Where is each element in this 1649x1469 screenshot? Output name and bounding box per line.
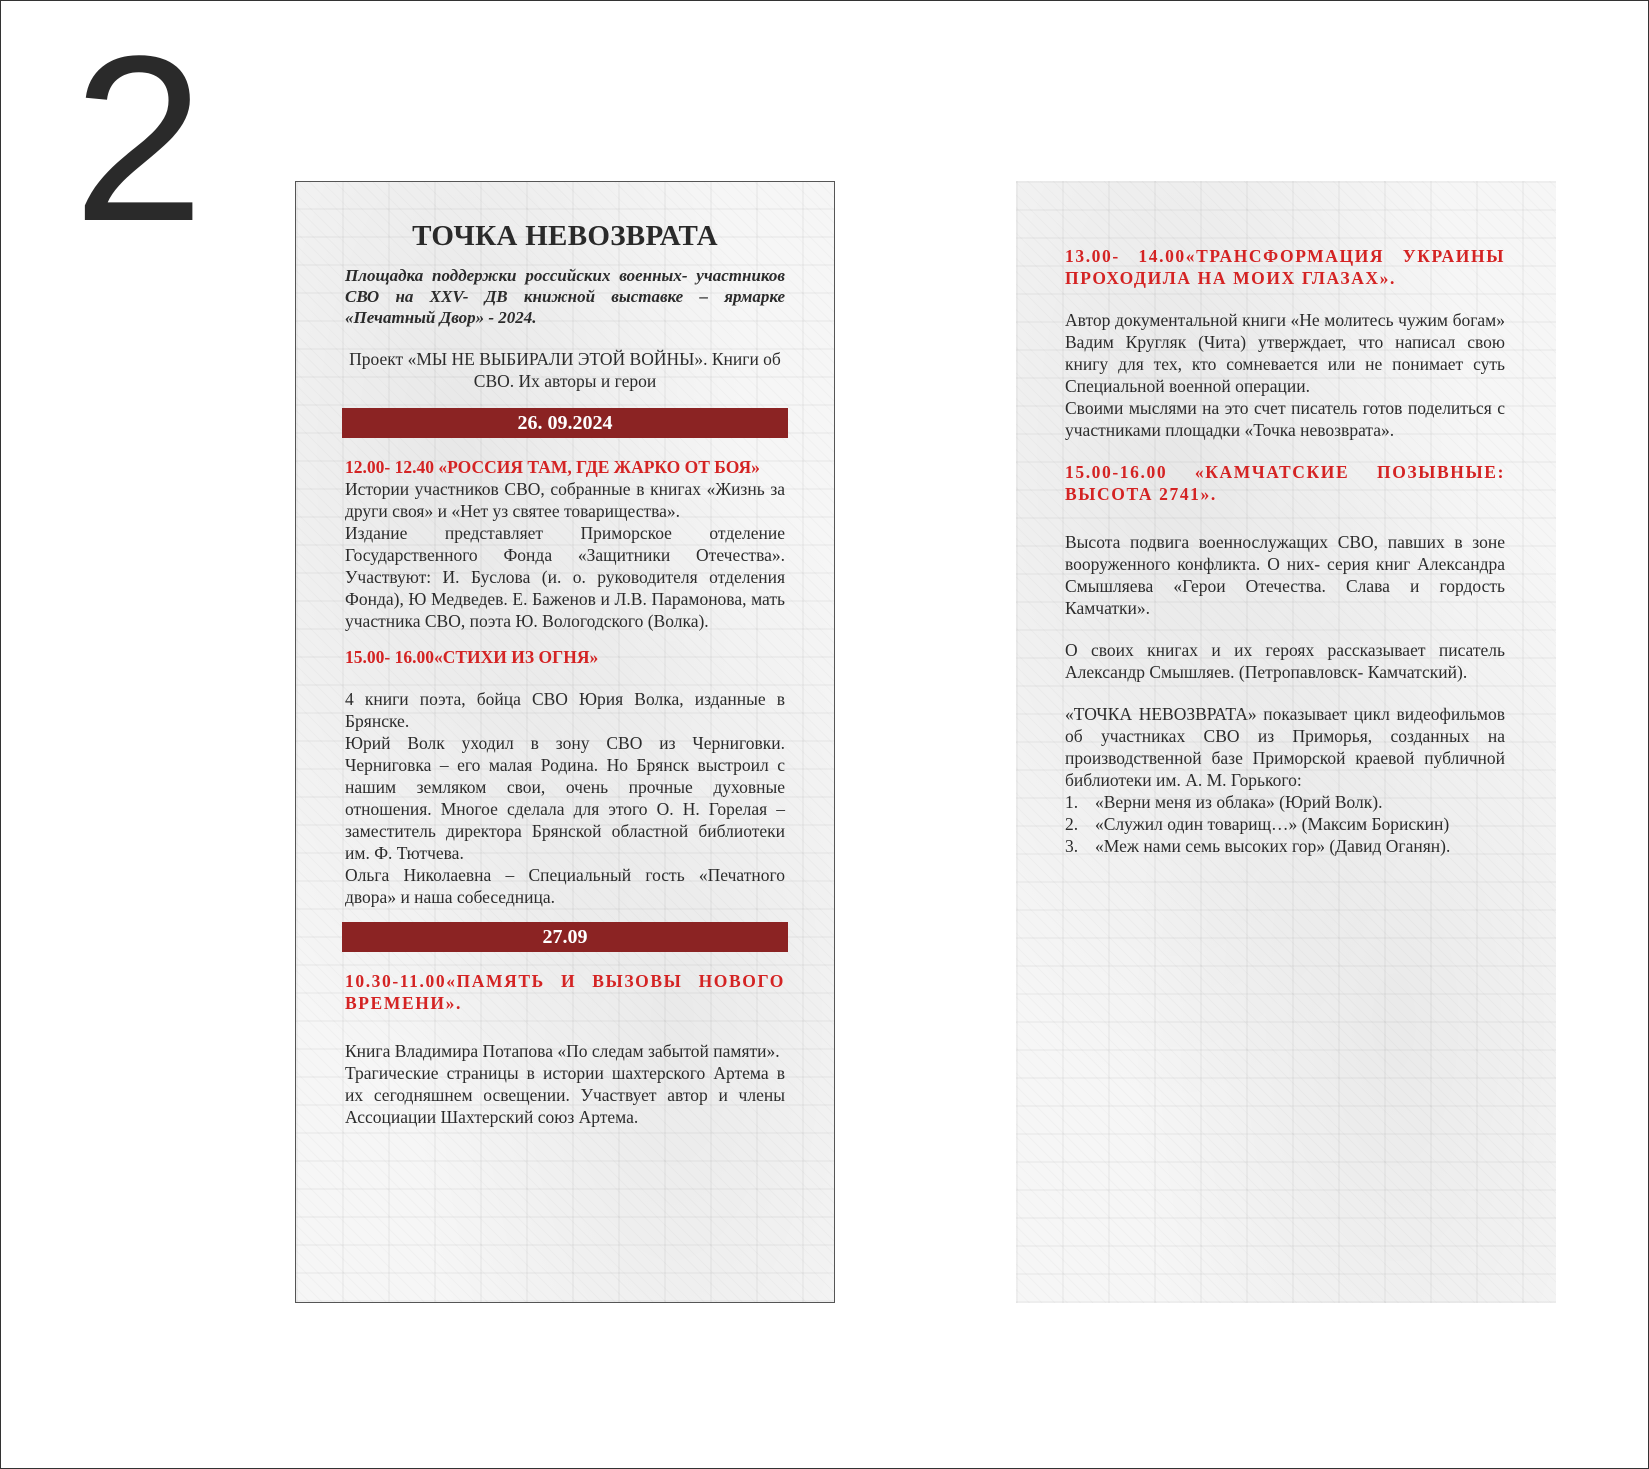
event-5-title: 15.00-16.00 «КАМЧАТСКИЕ ПОЗЫВНЫЕ: ВЫСОТА 2741». bbox=[1065, 462, 1505, 504]
date-bar-2: 27.09 bbox=[342, 922, 788, 952]
subtitle: Площадка поддержки российских военных- участников СВО на XXV- ДВ книжной выставке – ярмарке «Печатный Двор» - 2024. bbox=[345, 266, 785, 327]
event-2-text-2: Юрий Волк уходил в зону СВО из Черниговки. Черниговка – его малая Родина. Но Брянск выстроил с нашим земляком свои, очень прочные духовные отношения. Многое сделала для этого О. Н. Горелая – заместитель директора Брянской областной библиотеки им. Ф. Тютчева. bbox=[345, 733, 785, 863]
project-line: Проект «МЫ НЕ ВЫБИРАЛИ ЭТОЙ ВОЙНЫ». Книги об СВО. Их авторы и герои bbox=[349, 349, 781, 391]
event-1-text-1: Истории участников СВО, собранные в книгах «Жизнь за други своя» и «Нет уз святее товарищества». bbox=[345, 479, 785, 521]
list-item-text: «Служил один товарищ…» (Максим Борискин) bbox=[1095, 814, 1450, 834]
list-item bbox=[1065, 835, 1505, 857]
left-content bbox=[345, 220, 785, 1128]
list-item-number: 1. bbox=[1065, 792, 1079, 812]
event-2-title: 15.00- 16.00«СТИХИ ИЗ ОГНЯ» bbox=[345, 647, 599, 667]
list-item bbox=[1065, 791, 1505, 813]
list-item-text: «Меж нами семь высоких гор» (Давид Оганян). bbox=[1095, 836, 1451, 856]
event-2-text-3: Ольга Николаевна – Специальный гость «Печатного двора» и наша собеседница. bbox=[345, 865, 785, 907]
films-intro: «ТОЧКА НЕВОЗВРАТА» показывает цикл видеофильмов об участниках СВО из Приморья, созданных на производственной базе Приморской краевой публичной библиотеки им. А. М. Горького: bbox=[1065, 704, 1505, 790]
event-5-text-2: О своих книгах и их героях рассказывает писатель Александр Смышляев. (Петропавловск- Камчатский). bbox=[1065, 640, 1505, 682]
event-4-text-2: Своими мыслями на это счет писатель готов поделиться с участниками площадки «Точка невозврата». bbox=[1065, 398, 1505, 440]
document-title: ТОЧКА НЕВОЗВРАТА bbox=[412, 220, 718, 252]
event-3-text-1: Книга Владимира Потапова «По следам забытой памяти». bbox=[345, 1041, 780, 1061]
event-1-text-2: Издание представляет Приморское отделение Государственного Фонда «Защитники Отечества». Участвуют: И. Буслова (и. о. руководителя отделения Фонда), Ю Медведев. Е. Баженов и Л.В. Парамонова, мать участника СВО, поэта Ю. Вологодского (Волка). bbox=[345, 523, 785, 631]
right-panel bbox=[1016, 181, 1556, 1303]
event-3-title: 10.30-11.00«ПАМЯТЬ И ВЫЗОВЫ НОВОГО ВРЕМЕНИ». bbox=[345, 971, 785, 1013]
list-item bbox=[1065, 813, 1505, 835]
page-number: 2 bbox=[73, 7, 205, 271]
date-bar-1: 26. 09.2024 bbox=[342, 408, 788, 438]
right-content bbox=[1065, 245, 1505, 857]
event-5-text-1: Высота подвига военнослужащих СВО, павших в зоне вооруженного конфликта. О них- серия книг Александра Смышляева «Герои Отечества. Слава и гордость Камчатки». bbox=[1065, 532, 1505, 618]
films-list bbox=[1065, 791, 1505, 857]
event-3-text-2: Трагические страницы в истории шахтерского Артема в их сегодняшнем освещении. Участвует автор и члены Ассоциации Шахтерский союз Артема. bbox=[345, 1063, 785, 1127]
list-item-number: 2. bbox=[1065, 814, 1079, 834]
list-item-text: «Верни меня из облака» (Юрий Волк). bbox=[1095, 792, 1383, 812]
event-1-title: 12.00- 12.40 «РОССИЯ ТАМ, ГДЕ ЖАРКО ОТ БОЯ» bbox=[345, 457, 760, 477]
event-4-title: 13.00- 14.00«ТРАНСФОРМАЦИЯ УКРАИНЫ ПРОХОДИЛА НА МОИХ ГЛАЗАХ». bbox=[1065, 246, 1505, 288]
event-4-text-1: Автор документальной книги «Не молитесь чужим богам» Вадим Кругляк (Чита) утверждает, что написал свою книгу для тех, кто сомневается или не понимает суть Специальной военной операции. bbox=[1065, 310, 1505, 396]
list-item-number: 3. bbox=[1065, 836, 1079, 856]
event-2-text-1: 4 книги поэта, бойца СВО Юрия Волка, изданные в Брянске. bbox=[345, 689, 785, 731]
left-panel bbox=[295, 181, 835, 1303]
